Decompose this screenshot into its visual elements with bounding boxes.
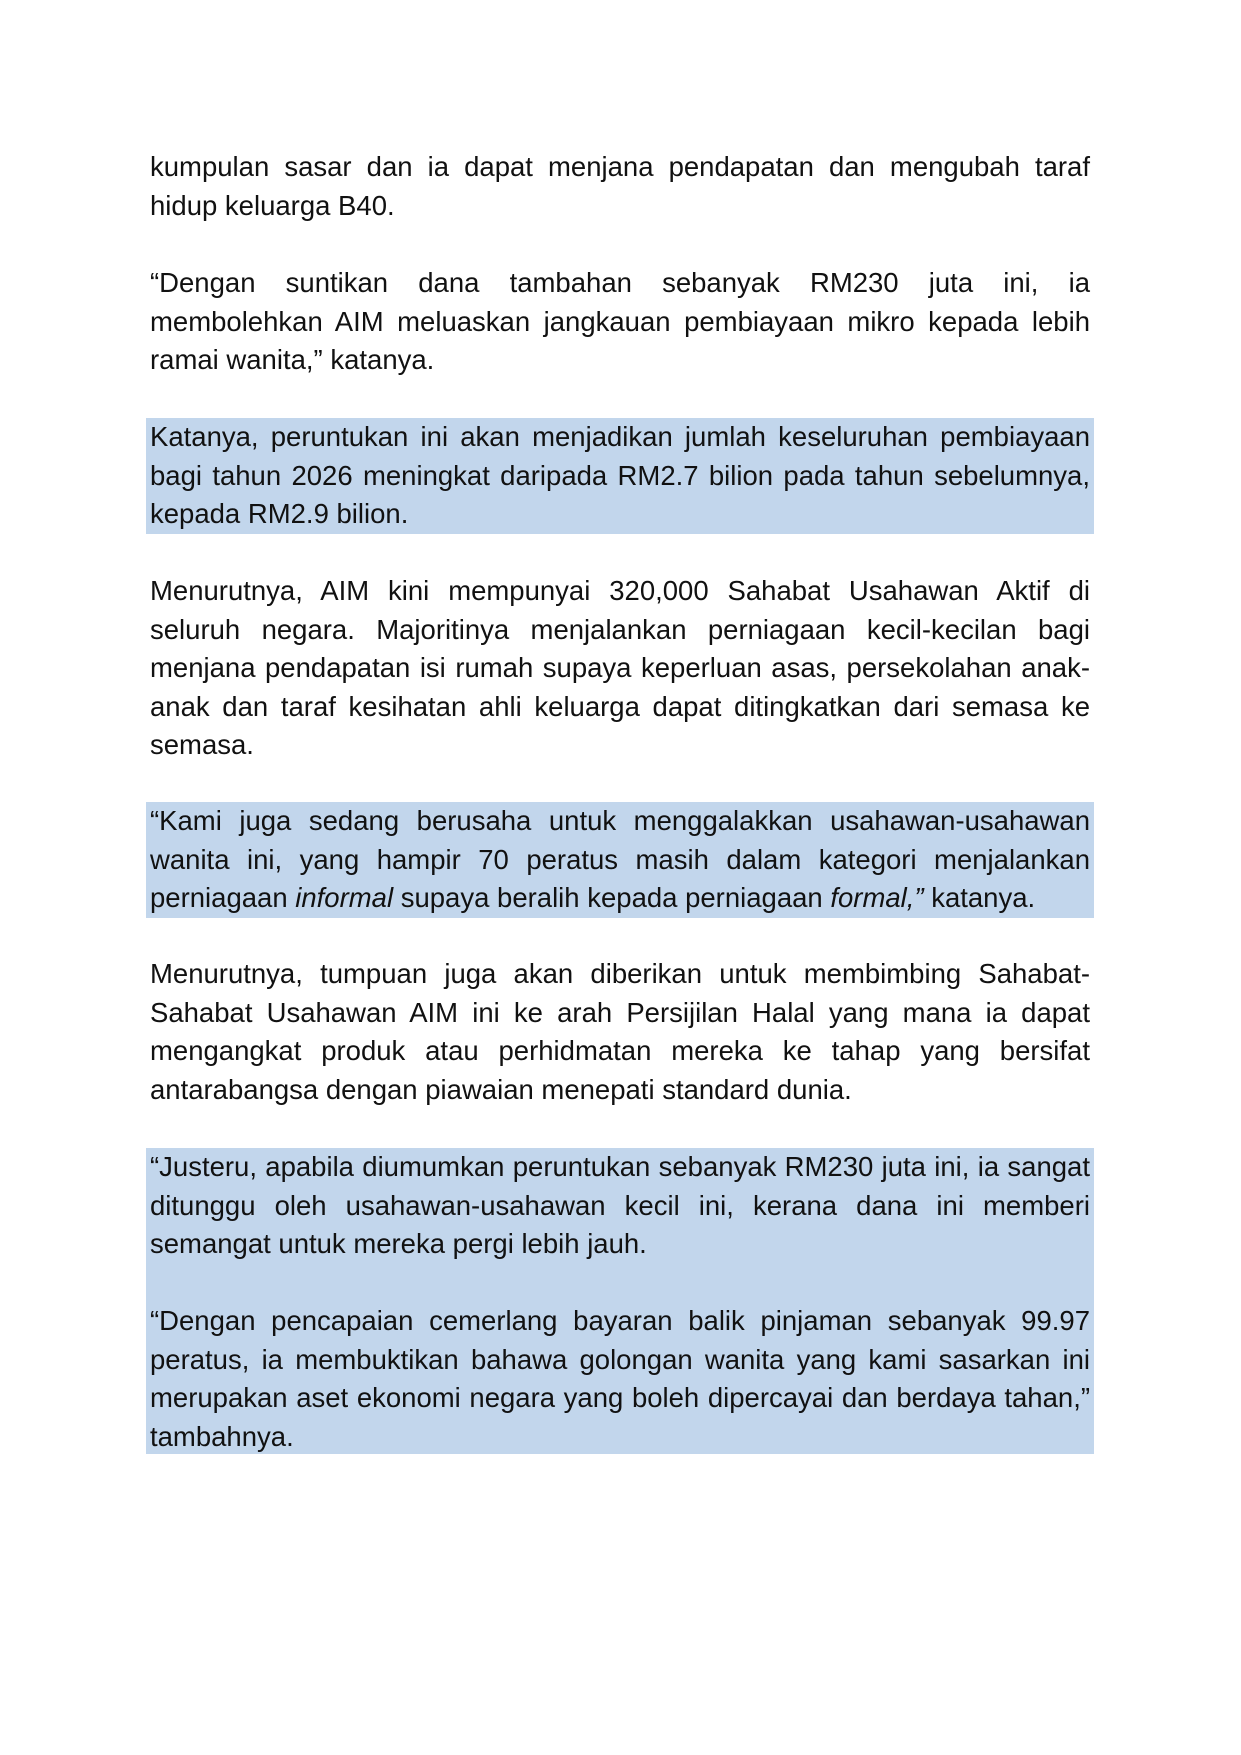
paragraph-2: “Dengan suntikan dana tambahan sebanyak RM230 juta ini, ia membolehkan AIM meluaskan jangkauan pembiayaan mikro kepada lebih ramai wanita,” katanya. (150, 267, 1090, 375)
paragraph-5-italic-informal: informal (295, 882, 394, 913)
paragraph-7-text: “Justeru, apabila diumumkan peruntukan sebanyak RM230 juta ini, ia sangat ditunggu oleh usahawan-usahawan kecil ini, kerana dana ini memberi semangat untuk mereka pergi lebih jauh. (150, 1151, 1090, 1259)
highlight-gap (146, 1264, 1094, 1304)
paragraph-8-text: “Dengan pencapaian cemerlang bayaran balik pinjaman sebanyak 99.97 peratus, ia membuktikan bahawa golongan wanita yang kami sasarkan ini merupakan aset ekonomi negara yang boleh dipercayai dan berdaya tahan,” tambahnya. (150, 1305, 1090, 1452)
paragraph-4: Menurutnya, AIM kini mempunyai 320,000 Sahabat Usahawan Aktif di seluruh negara. Majoritinya menjalankan perniagaan kecil-kecilan bagi menjana pendapatan isi rumah supaya keperluan asas, persekolahan anak-anak dan taraf kesihatan ahli keluarga dapat ditingkatkan dari semasa ke semasa. (150, 575, 1090, 760)
paragraph-5-part-a: “Kami juga sedang berusaha untuk menggalakkan usahawan-usahawan wanita ini, yang hampir 70 peratus masih dalam kategori menjalankan perniagaan (150, 805, 1090, 913)
paragraph-3-text: Katanya, peruntukan ini akan menjadikan jumlah keseluruhan pembiayaan bagi tahun 2026 meningkat daripada RM2.7 bilion pada tahun sebelumnya, kepada RM2.9 bilion. (150, 421, 1090, 529)
paragraph-5-part-e: katanya. (923, 882, 1036, 913)
paragraph-1: kumpulan sasar dan ia dapat menjana pendapatan dan mengubah taraf hidup keluarga B40. (150, 151, 1090, 221)
highlighted-paragraph-7 (146, 1148, 1094, 1264)
paragraph-5-part-c: supaya beralih kepada perniagaan (393, 882, 831, 913)
highlighted-paragraph-5 (146, 802, 1094, 918)
highlighted-paragraph-3 (146, 418, 1094, 534)
paragraph-5-text (150, 802, 1094, 918)
paragraph-6: Menurutnya, tumpuan juga akan diberikan untuk membimbing Sahabat-Sahabat Usahawan AIM ini ke arah Persijilan Halal yang mana ia dapat mengangkat produk atau perhidmatan mereka ke tahap yang bersifat antarabangsa dengan piawaian menepati standard dunia. (150, 958, 1090, 1105)
highlighted-paragraph-8 (146, 1300, 1094, 1454)
paragraph-5-italic-formal: formal,” (830, 882, 924, 913)
